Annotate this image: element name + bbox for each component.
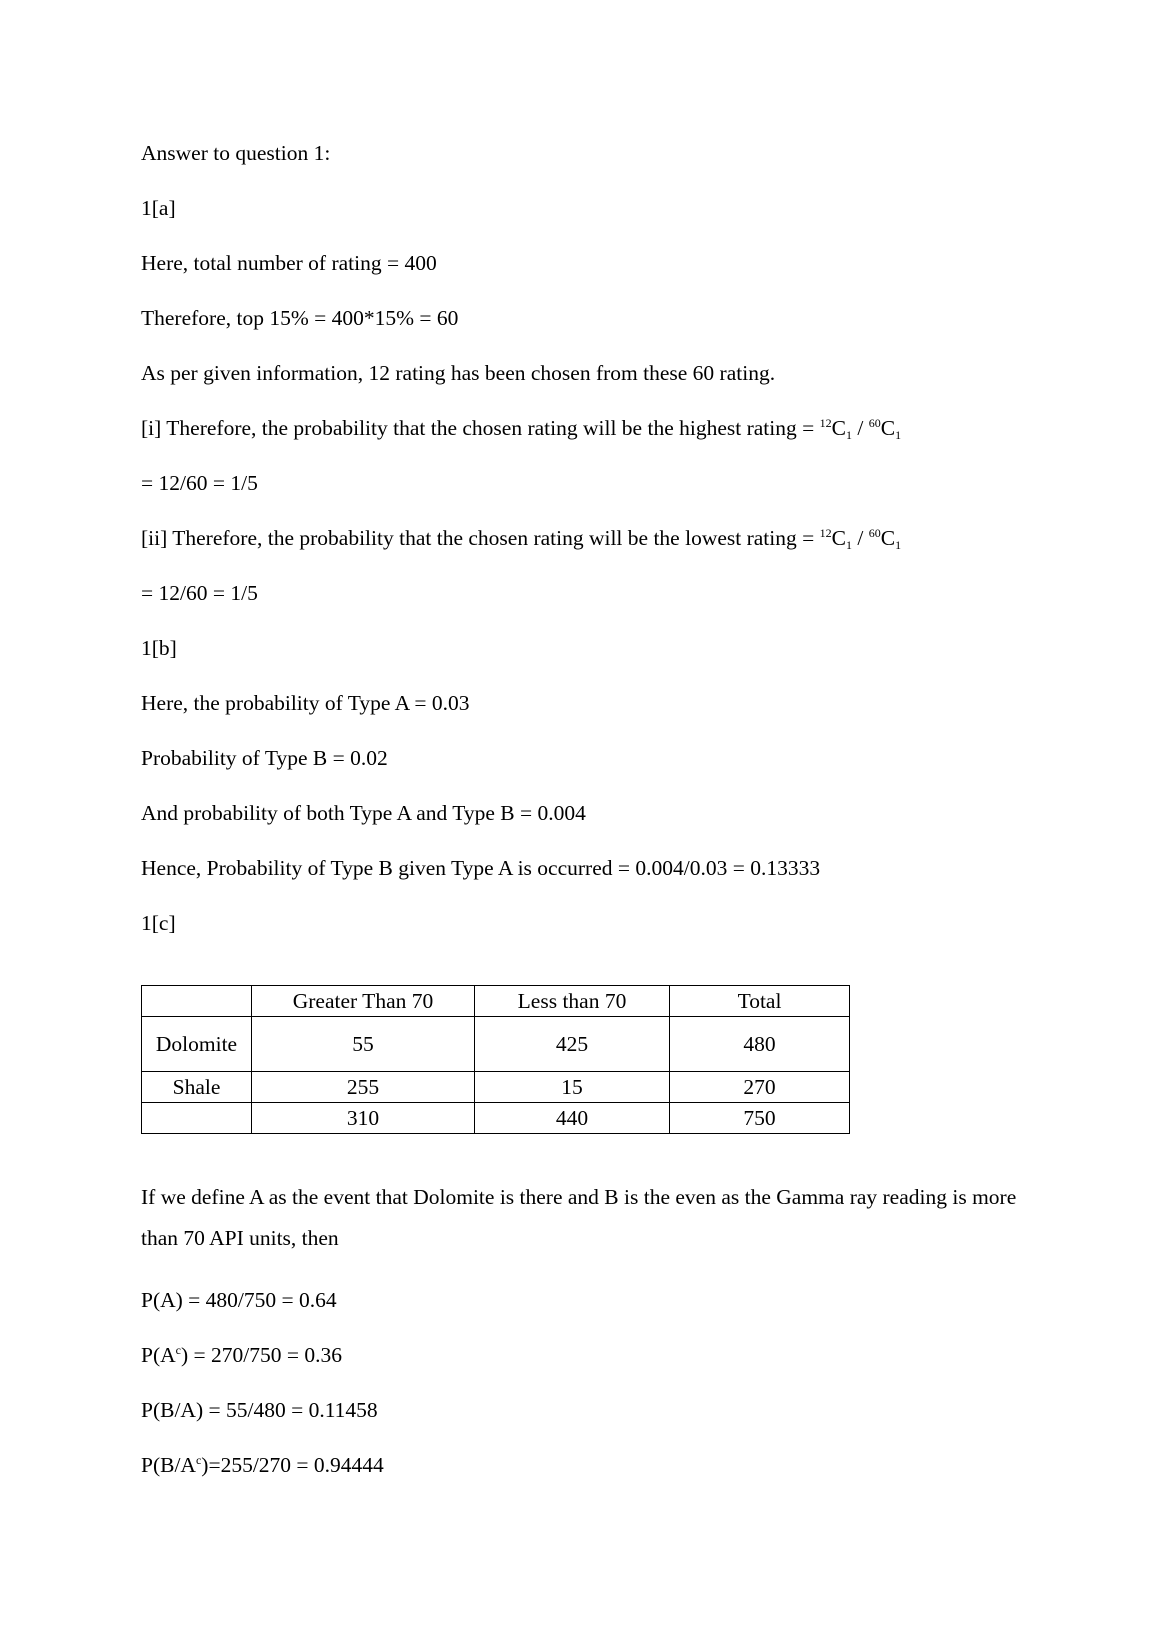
table-cell: 425 [475,1017,670,1072]
header-cell-empty [142,986,252,1017]
comb-c: C [831,526,846,550]
section-1a-label: 1[a] [141,196,176,220]
table-total-row [142,1103,850,1134]
table-header-row [142,986,850,1017]
row-label-dolomite: Dolomite [155,1032,238,1056]
table-cell: 270 [670,1072,850,1103]
table-cell: 55 [252,1017,475,1072]
comb-k2: 1 [895,538,902,552]
row-label-empty [142,1103,252,1134]
complement-sup: c [175,1343,181,1357]
comb-k1: 1 [845,428,852,442]
row-label-shale: Shale [142,1072,252,1103]
section-1c-label: 1[c] [141,911,176,935]
comb-c2: C [880,526,896,550]
comb-n2: 60 [868,416,881,430]
complement-sup: c [195,1453,202,1467]
pac-pre: P(A [141,1343,176,1367]
pbac-post: )=255/270 = 0.94444 [201,1453,384,1477]
prob-lowest-result: = 12/60 = 1/5 [141,581,258,605]
event-definition-paragraph: If we define A as the event that Dolomite is there and B is the even as the Gamma ray reading is more than 70 API units, then [141,1185,1017,1250]
prob-highest-text: [i] Therefore, the probability that the chosen rating will be the highest rating = [141,416,820,440]
table-row [142,1017,850,1072]
row-label-cell [142,1017,252,1072]
prob-lowest-line [141,525,901,551]
comb-k1: 1 [845,538,852,552]
top-15-percent-line: Therefore, top 15% = 400*15% = 60 [141,306,459,330]
combination-formula-lowest [820,526,901,550]
prob-highest-result: = 12/60 = 1/5 [141,471,258,495]
pbac-pre: P(B/A [141,1453,196,1477]
answer-heading: Answer to question 1: [141,141,331,165]
prob-type-a-line: Here, the probability of Type A = 0.03 [141,691,470,715]
prob-highest-line [141,415,901,441]
prob-both-line: And probability of both Type A and Type B = 0.004 [141,801,586,825]
combination-formula-highest [820,416,901,440]
comb-n1: 12 [819,416,832,430]
pba-line: P(B/A) = 55/480 = 0.11458 [141,1398,378,1422]
table-cell: 310 [252,1103,475,1134]
table-cell: 255 [252,1072,475,1103]
given-info-line: As per given information, 12 rating has been chosen from these 60 rating. [141,361,776,385]
comb-n2: 60 [868,526,881,540]
comb-slash: / [851,416,869,440]
header-cell-total: Total [670,986,850,1017]
table-cell: 750 [670,1103,850,1134]
comb-c2: C [880,416,896,440]
prob-type-b-line: Probability of Type B = 0.02 [141,746,388,770]
conditional-prob-line: Hence, Probability of Type B given Type A is occurred = 0.004/0.03 = 0.13333 [141,856,821,880]
comb-slash: / [851,526,869,550]
comb-c: C [831,416,846,440]
pbac-line [141,1452,384,1478]
contingency-table [141,985,850,1134]
comb-n1: 12 [819,526,832,540]
section-1b-label: 1[b] [141,636,177,660]
comb-k2: 1 [895,428,902,442]
table-cell: 480 [670,1017,850,1072]
pac-post: ) = 270/750 = 0.36 [180,1343,342,1367]
total-rating-line: Here, total number of rating = 400 [141,251,437,275]
table-cell: 440 [475,1103,670,1134]
header-cell-less: Less than 70 [475,986,670,1017]
prob-lowest-text: [ii] Therefore, the probability that the chosen rating will be the lowest rating = [141,526,820,550]
table-cell: 15 [475,1072,670,1103]
pac-line [141,1342,342,1368]
table-row [142,1072,850,1103]
pa-line: P(A) = 480/750 = 0.64 [141,1288,337,1312]
header-cell-greater: Greater Than 70 [252,986,475,1017]
